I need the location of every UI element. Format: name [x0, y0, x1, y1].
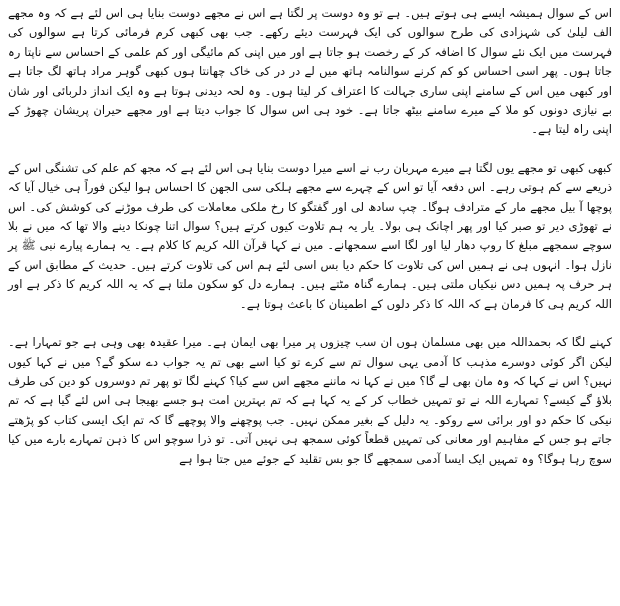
paragraph-2: کبھی کبھی تو مجھے یوں لگتا ہے میرے مہربان رب نے اسے میرا دوست بنایا ہی اس لئے ہے کہ مجھ کم علم کی تشنگی اس کے ذریعے سے کم ہوتی رہے۔ اس دفعہ آیا تو اس کے چہرے سے مجھے ہلکی سی الجھن کا احساس ہوا لیکن فوراً ہی خیال آیا کہ پوچھا آ بیل مجھے مار کے مترادف ہوگا۔ چپ سادھ لی اور گفتگو کا رخ ملکی معاملات کی طرف موڑنے کی کوشش کی۔ اس نے تھوڑی دیر تو صبر کیا اور پھر اچانک ہی بولا۔ یار یہ ہم تلاوت کیوں کرتے ہیں؟ سوال اتنا چونکا دینے والا تھا کہ میں نے بلا سوچے سمجھے مبلغ کا روپ دھار لیا اور لگا اسے سمجھانے۔ میں نے کہا قرآن اللہ کریم کا کلام ہے۔ یہ ہمارے پیارے نبی ﷺ پر نازل ہوا۔ انہوں ہی نے ہمیں اس کی تلاوت کا حکم دیا بس اسی لئے ہم اس کی تلاوت کرتے ہیں۔ حدیث کے مطابق اس کے ہر حرف پہ ہمیں دس نیکیاں ملتی ہیں۔ ہمارے گناہ مٹتے ہیں۔ ہمارے دل کو سکون ملتا ہے کہ یہ اللہ کریم کا ذکر ہے اور اللہ کریم ہی کا فرمان ہے کہ اللہ کا ذکر دلوں کے اطمینان کا باعث ہوتا ہے۔ [8, 160, 612, 311]
paragraph-1: اس کے سوال ہمیشہ ایسے ہی ہوتے ہیں۔ ہے تو وہ دوست پر لگتا ہے اس نے مجھے دوست بنایا ہی اس لئے ہے کہ وہ مجھے الف لیلیٰ کی شہزادی کی طرح سوالوں کی ایک فہرست دیئے رکھے۔ جب بھی کبھی کرم فرمائی کرتا ہے سوالوں کی فہرست میں ایک نئے سوال کا اضافہ کر کے رخصت ہو جاتا ہے اور میں اپنی کم مائیگی اور کم علمی کے احساس سے ناپتا رہ جاتا ہوں۔ پھر اسی احساس کو کم کرنے سوالنامہ ہاتھ میں لے در در کی خاک چھانتا ہوں کبھی گوہر مراد ہاتھ لگ جاتا ہے اور کبھی میں اس کے سامنے اپنی ساری جہالت کا اعتراف کر لیتا ہوں۔ وہ لحہ دیدنی ہوتا ہے وہ ایک انداز دلربائی اور شان بے نیازی دونوں کو ملا کے میرے سامنے بیٹھ جاتا ہے۔ خود ہی اس سوال کا جواب دیتا ہے اور مجھے حیران پریشان چھوڑ کے اپنی راہ لیتا ہے۔ [8, 6, 612, 137]
paragraph-3: کہنے لگا کہ بحمداللہ میں بھی مسلمان ہوں ان سب چیزوں پر میرا بھی ایمان ہے۔ میرا عقیدہ بھی وہی ہے جو تمہارا ہے۔ لیکن اگر کوئی دوسرے مذہب کا آدمی یہی سوال تم سے کرے تو کیا اسے بھی تم یہ جواب دے سکو گے؟ میں نے کہا کیوں نہیں؟ اس نے کہا کہ وہ مان بھی لے گا؟ میں نے کہا نہ ماننے مجھے اس سے کیا؟ کہنے لگا تو پھر تم دوسروں کو دین کی طرف بلاؤ گے کیسے؟ تمہارے اللہ نے تو تمہیں خطاب کر کے یہ کہا ہے کہ تم بہترین امت ہو جسے بھیجا ہی اس لئے گیا ہے کہ تم نیکی کا حکم دو اور برائی سے روکو۔ یہ دلیل کے بغیر ممکن نہیں۔ جب پوچھنے والا پوچھے گا کہ تم ایک ایسی کتاب کو پڑھتے جاتے ہو جس کے مفاہیم اور معانی کی تمہیں قطعاً کوئی سمجھ ہی نہیں آتی۔ تو ذرا سوچو اس کا ذہن تمہارے بارے میں کیا سوچ رہا ہوگا؟ وہ تمہیں ایک ایسا آدمی سمجھے گا جو بس تقلید کے جوئے میں جتا ہوا ہے [8, 335, 612, 466]
